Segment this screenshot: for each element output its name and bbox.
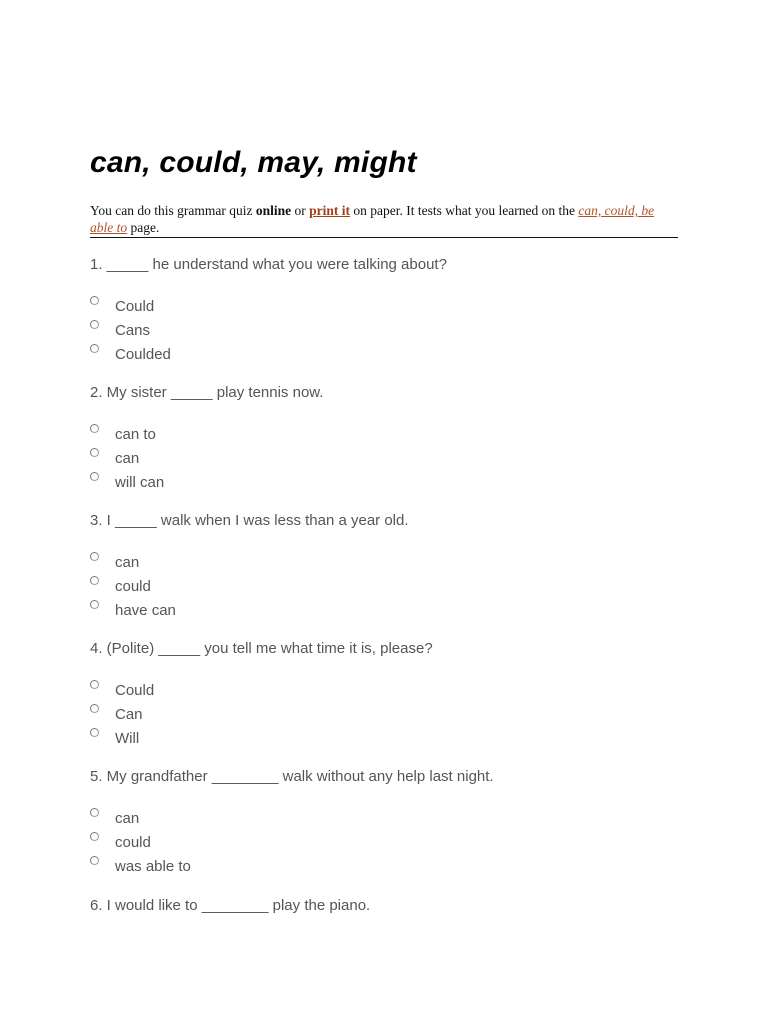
option-label: Will bbox=[115, 730, 140, 747]
radio-button[interactable] bbox=[90, 600, 99, 609]
radio-button[interactable] bbox=[90, 808, 99, 817]
option-label: Could bbox=[115, 682, 155, 699]
radio-button[interactable] bbox=[90, 552, 99, 561]
answer-option[interactable] bbox=[90, 551, 176, 575]
radio-button[interactable] bbox=[90, 320, 99, 329]
can-could-be-able-to-link[interactable]: can, could, be able to bbox=[90, 203, 655, 235]
answer-option[interactable] bbox=[90, 295, 171, 319]
answer-option[interactable] bbox=[90, 343, 171, 367]
intro-text: or bbox=[291, 203, 310, 218]
option-label: Could bbox=[115, 298, 155, 315]
question-1-options bbox=[90, 295, 171, 367]
option-label: will can bbox=[115, 474, 165, 491]
option-label: Coulded bbox=[115, 346, 171, 363]
option-label: can bbox=[115, 810, 140, 827]
answer-option[interactable] bbox=[90, 599, 176, 623]
option-label: Cans bbox=[115, 322, 151, 339]
answer-option[interactable] bbox=[90, 855, 191, 879]
option-label: have can bbox=[115, 602, 176, 619]
question-2-options bbox=[90, 423, 164, 495]
answer-option[interactable] bbox=[90, 703, 154, 727]
answer-option[interactable] bbox=[90, 575, 176, 599]
question-3: 3. I _____ walk when I was less than a year old. bbox=[90, 512, 409, 529]
intro-text: You can do this grammar quiz bbox=[90, 203, 256, 218]
print-it-link[interactable]: print it bbox=[309, 203, 351, 218]
online-emphasis: online bbox=[255, 203, 292, 218]
radio-button[interactable] bbox=[90, 856, 99, 865]
option-label: can bbox=[115, 554, 140, 571]
intro-text: on paper. It tests what you learned on the bbox=[350, 203, 579, 218]
option-label: could bbox=[115, 578, 151, 595]
question-2: 2. My sister _____ play tennis now. bbox=[90, 384, 324, 401]
radio-button[interactable] bbox=[90, 680, 99, 689]
radio-button[interactable] bbox=[90, 472, 99, 481]
page-title: can, could, may, might bbox=[90, 146, 417, 179]
option-label: can to bbox=[115, 426, 156, 443]
answer-option[interactable] bbox=[90, 807, 191, 831]
radio-button[interactable] bbox=[90, 576, 99, 585]
radio-button[interactable] bbox=[90, 344, 99, 353]
intro-text: page. bbox=[127, 220, 160, 235]
answer-option[interactable] bbox=[90, 447, 164, 471]
radio-button[interactable] bbox=[90, 728, 99, 737]
intro-paragraph bbox=[90, 202, 678, 238]
answer-option[interactable] bbox=[90, 679, 154, 703]
radio-button[interactable] bbox=[90, 424, 99, 433]
question-4-options bbox=[90, 679, 154, 751]
answer-option[interactable] bbox=[90, 319, 171, 343]
answer-option[interactable] bbox=[90, 471, 164, 495]
option-label: can bbox=[115, 450, 140, 467]
question-4: 4. (Polite) _____ you tell me what time it is, please? bbox=[90, 640, 433, 657]
option-label: Can bbox=[115, 706, 143, 723]
question-5-options bbox=[90, 807, 191, 879]
question-5: 5. My grandfather ________ walk without any help last night. bbox=[90, 768, 494, 785]
answer-option[interactable] bbox=[90, 727, 154, 751]
answer-option[interactable] bbox=[90, 423, 164, 447]
question-3-options bbox=[90, 551, 176, 623]
option-label: was able to bbox=[115, 858, 191, 875]
question-1: 1. _____ he understand what you were talking about? bbox=[90, 256, 447, 273]
option-label: could bbox=[115, 834, 151, 851]
radio-button[interactable] bbox=[90, 296, 99, 305]
answer-option[interactable] bbox=[90, 831, 191, 855]
radio-button[interactable] bbox=[90, 704, 99, 713]
question-6: 6. I would like to ________ play the piano. bbox=[90, 897, 371, 914]
radio-button[interactable] bbox=[90, 832, 99, 841]
radio-button[interactable] bbox=[90, 448, 99, 457]
